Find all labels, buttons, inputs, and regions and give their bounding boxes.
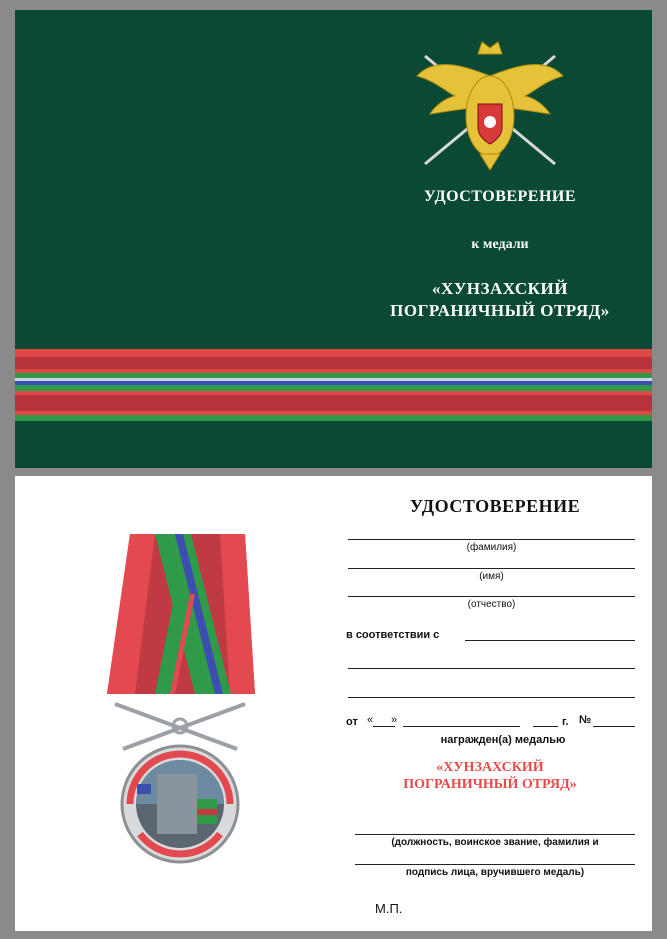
name-line[interactable] bbox=[348, 568, 635, 569]
cover-medal-name bbox=[355, 278, 645, 322]
form-title: УДОСТОВЕРЕНИЕ bbox=[409, 496, 581, 516]
cover-subtitle: к медали bbox=[471, 237, 529, 252]
cover-medal-name-line1: «ХУНЗАХСКИЙ bbox=[432, 279, 568, 298]
according-label: в соответствии с bbox=[346, 629, 440, 641]
signer-caption-line2: подпись лица, вручившего медаль) bbox=[405, 867, 585, 878]
patronymic-line[interactable] bbox=[348, 596, 635, 597]
year-line[interactable] bbox=[533, 726, 558, 727]
date-quote-open: « bbox=[367, 714, 374, 726]
number-line[interactable] bbox=[593, 726, 635, 727]
according-line[interactable] bbox=[465, 640, 635, 641]
double-headed-eagle-emblem-icon bbox=[405, 36, 575, 176]
surname-line[interactable] bbox=[348, 539, 635, 540]
signer-line-2[interactable] bbox=[355, 864, 635, 865]
name-caption: (имя) bbox=[479, 571, 504, 582]
from-label: от bbox=[346, 716, 358, 728]
stripe-dark-red-2 bbox=[15, 395, 652, 411]
certificate-inner-page bbox=[15, 476, 652, 931]
patronymic-caption: (отчество) bbox=[467, 599, 516, 610]
stamp-label: М.П. bbox=[375, 901, 403, 916]
stripe-dark-red-1 bbox=[15, 357, 652, 369]
signer-line-1[interactable] bbox=[355, 834, 635, 835]
form-medal-name-line2: ПОГРАНИЧНЫЙ ОТРЯД» bbox=[403, 777, 577, 792]
form-medal-name-line1: «ХУНЗАХСКИЙ bbox=[436, 760, 544, 775]
border-guard-medal-icon bbox=[95, 534, 265, 904]
stripe-green-bottom bbox=[15, 415, 652, 421]
number-label: № bbox=[579, 714, 592, 726]
month-line[interactable] bbox=[403, 726, 520, 727]
blank-line-1[interactable] bbox=[348, 668, 635, 669]
blank-line-2[interactable] bbox=[348, 697, 635, 698]
year-suffix: г. bbox=[562, 716, 569, 728]
stripe-red-top bbox=[15, 349, 652, 357]
date-quote-close: » bbox=[391, 714, 398, 726]
form-medal-name bbox=[375, 759, 605, 793]
surname-caption: (фамилия) bbox=[466, 542, 517, 553]
signer-caption-line1: (должность, воинское звание, фамилия и bbox=[391, 837, 599, 848]
cover-title: УДОСТОВЕРЕНИЕ bbox=[423, 188, 577, 205]
certificate-cover bbox=[15, 10, 652, 468]
cover-medal-name-line2: ПОГРАНИЧНЫЙ ОТРЯД» bbox=[390, 301, 610, 320]
day-line[interactable] bbox=[373, 726, 395, 727]
ribbon-stripes bbox=[15, 349, 652, 429]
awarded-text: награжден(а) медалью bbox=[440, 734, 566, 746]
